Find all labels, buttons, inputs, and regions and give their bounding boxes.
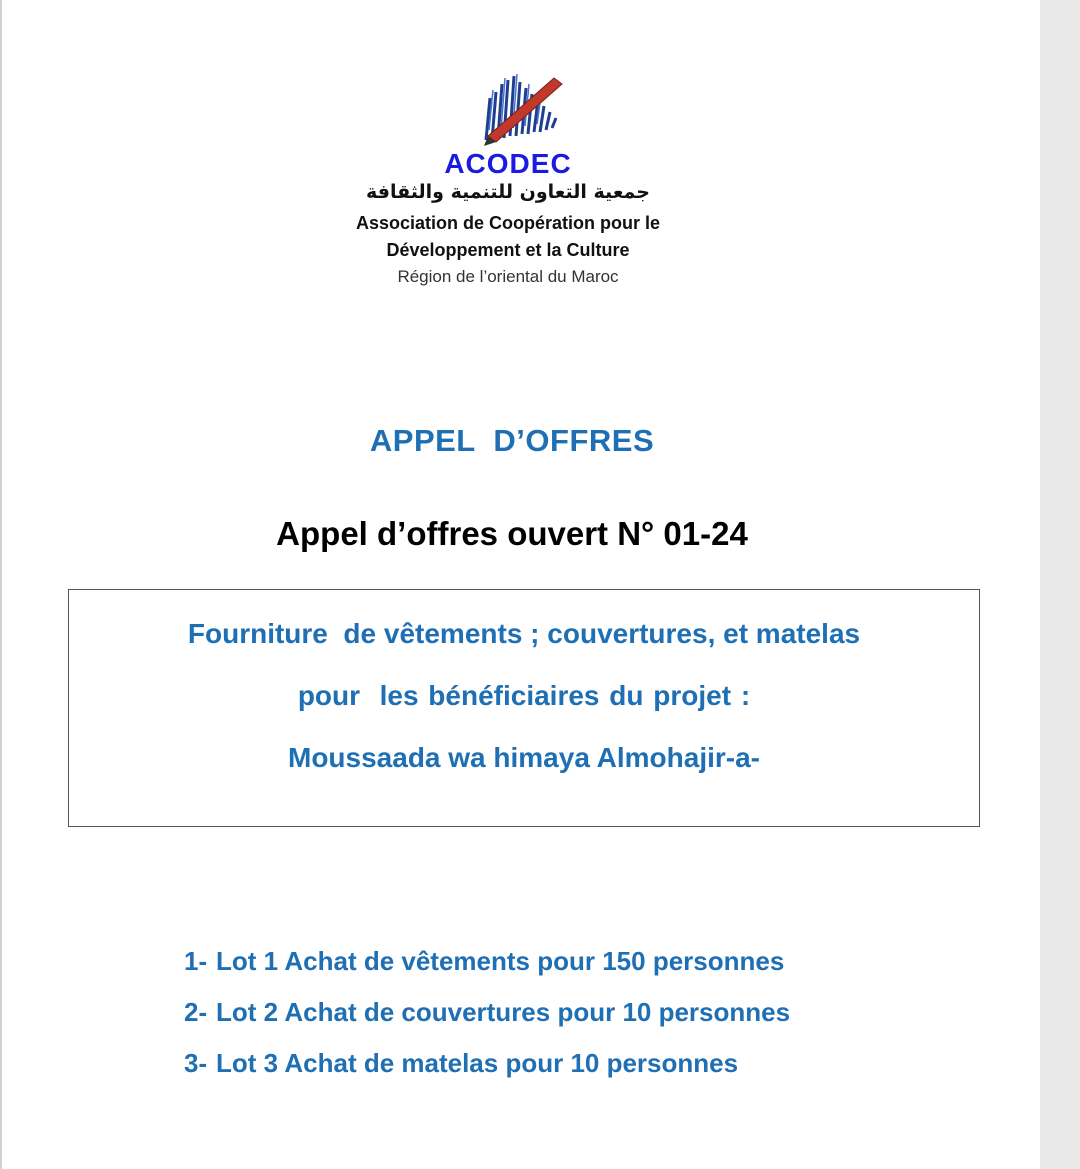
organization-region: Région de l’oriental du Maroc [397,267,619,286]
lot-text: Lot 1 Achat de vêtements pour 150 personnes [216,946,785,976]
scope-box [68,589,980,827]
organization-acronym: ACODEC [444,148,572,179]
scope-line-2: pour les bénéficiaires du projet : [297,680,751,711]
lot-number: 1- [184,946,208,976]
lot-number: 3- [184,1048,208,1078]
document-title: APPEL D’OFFRES [369,423,655,458]
lot-text: Lot 3 Achat de matelas pour 10 personnes [216,1048,739,1078]
organization-arabic-name: جمعية التعاون للتنمية والثقافة [366,181,650,203]
list-item [184,944,790,995]
organization-name-line1: Association de Coopération pour le [355,213,661,233]
list-item [184,995,790,1046]
organization-name-line2: Développement et la Culture [386,240,630,260]
list-item [184,1046,790,1097]
lot-text: Lot 2 Achat de couvertures pour 10 personnes [216,997,791,1027]
scope-line-3: Moussaada wa himaya Almohajir-a- [288,742,760,773]
acodec-logo-icon [478,70,570,148]
lots-list [184,944,790,1097]
document-subtitle: Appel d’offres ouvert N° 01-24 [276,515,748,552]
lot-number: 2- [184,997,208,1027]
scope-line-1: Fourniture de vêtements ; couvertures, et matelas [187,618,861,649]
